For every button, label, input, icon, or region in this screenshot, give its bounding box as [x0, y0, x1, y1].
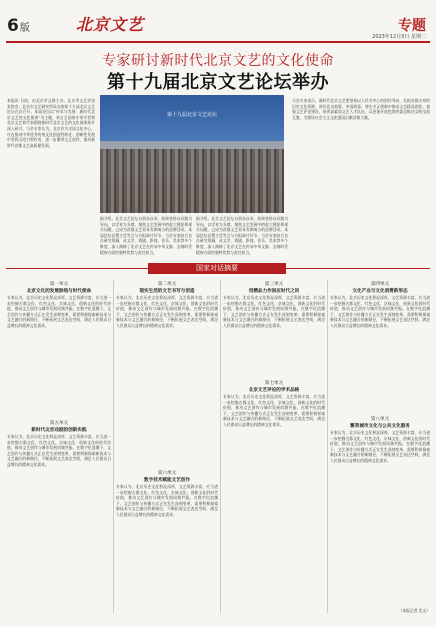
section-2-text: 专家认为，北京历史文化积淀深厚，文艺资源丰富，应当进一步挖掘古都文化、红色文化、京味文化、创新文化的时代价值，推动文艺创作与城市发展同频共振。在数字化浪潮下，文艺创作与传播方式正在发生深刻变革，需要积极探索新技术与文艺融合的新路径，不断拓展文艺表达空间，满足人民群众日益增长的精神文化需求。	[116, 295, 218, 328]
section-3-num: 第三单元	[264, 282, 284, 287]
section-banner: 国家对话摘要	[148, 263, 286, 274]
mid-column-1: 据介绍，北京文艺论坛自创办以来，始终坚持以问题为导向，以学术为支撑，聚焦文艺发展中的重大理论和现实问题，已成为首都文艺界具有影响力的品牌活动。本届论坛设置主旨发言与分组研讨环节，与会专家结合各自研究领域，从文学、戏剧、影视、音乐、美术等多个维度，深入阐释了北京文艺在传承中华文脉、弘扬时代精神方面的独特优势与责任担当。	[100, 216, 192, 255]
event-photo	[100, 95, 284, 213]
section-4-title: 文化产业与文化消费新形态	[352, 289, 408, 294]
section-1-title: 北京文化的发展脉络与时代使命	[26, 289, 92, 294]
section-1-num: 第一单元	[49, 282, 69, 287]
section-5-title: 新时代北京戏剧的创新实践	[31, 428, 87, 433]
section-8-num: 第八单元	[370, 417, 390, 422]
section-2-num: 第二单元	[157, 282, 177, 287]
section-8-title: 繁荣城市文化与公共文化服务	[350, 424, 410, 429]
section-1-text: 专家认为，北京历史文化积淀深厚，文艺资源丰富，应当进一步挖掘古都文化、红色文化、京味文化、创新文化的时代价值，推动文艺创作与城市发展同频共振。在数字化浪潮下，文艺创作与传播方式正在发生深刻变革，需要积极探索新技术与文艺融合的新路径，不断拓展文艺表达空间，满足人民群众日益增长的精神文化需求。	[7, 295, 111, 328]
mid-column-2: 据介绍，北京文艺论坛自创办以来，始终坚持以问题为导向，以学术为支撑，聚焦文艺发展中的重大理论和现实问题，已成为首都文艺界具有影响力的品牌活动。本届论坛设置主旨发言与分组研讨环节，与会专家结合各自研究领域，从文学、戏剧、影视、音乐、美术等多个维度，深入阐释了北京文艺在传承中华文脉、弘扬时代精神方面的独特优势与责任担当。	[196, 216, 288, 255]
section-5-num: 第五单元	[49, 421, 69, 426]
section-name: 专题	[398, 18, 426, 34]
section-6-text: 专家认为，北京历史文化积淀深厚，文艺资源丰富，应当进一步挖掘古都文化、红色文化、京味文化、创新文化的时代价值，推动文艺创作与城市发展同频共振。在数字化浪潮下，文艺创作与传播方式正在发生深刻变革，需要积极探索新技术与文艺融合的新路径，不断拓展文艺表达空间，满足人民群众日益增长的精神文化需求。	[116, 484, 218, 517]
newspaper-logo: 北京文艺	[76, 15, 145, 34]
column-divider	[220, 280, 221, 613]
section-7-text: 专家认为，北京历史文化积淀深厚，文艺资源丰富，应当进一步挖掘古都文化、红色文化、京味文化、创新文化的时代价值，推动文艺创作与城市发展同频共振。在数字化浪潮下，文艺创作与传播方式正在发生深刻变革，需要积极探索新技术与文艺融合的新路径，不断拓展文艺表达空间，满足人民群众日益增长的精神文化需求。	[223, 394, 325, 427]
section-3-text: 专家认为，北京历史文化积淀深厚，文艺资源丰富，应当进一步挖掘古都文化、红色文化、京味文化、创新文化的时代价值，推动文艺创作与城市发展同频共振。在数字化浪潮下，文艺创作与传播方式正在发生深刻变革，需要积极探索新技术与文艺融合的新路径，不断拓展文艺表达空间，满足人民群众日益增长的精神文化需求。	[223, 295, 325, 328]
right-column: 与会专家表示，新时代北京文艺要坚持以人民为中心的创作导向，扎根首都丰厚的历史文化资源，讲好北京故事、中国故事。要在守正创新中推动文艺精品创作，加强文艺评论建设，培养高素质文艺人才队伍，以更加开放包容的姿态推动文明交流互鉴，为建设社会主义文化强国贡献首都力量。	[292, 98, 430, 120]
section-6-title: 数字技术赋能文艺创作	[144, 478, 190, 483]
masthead-rule	[6, 41, 430, 43]
column-divider	[327, 280, 328, 613]
section-4-num: 第四单元	[370, 282, 390, 287]
section-8-text: 专家认为，北京历史文化积淀深厚，文艺资源丰富，应当进一步挖掘古都文化、红色文化、京味文化、创新文化的时代价值，推动文艺创作与城市发展同频共振。在数字化浪潮下，文艺创作与传播方式正在发生深刻变革，需要积极探索新技术与文艺融合的新路径，不断拓展文艺表达空间，满足人民群众日益增长的精神文化需求。	[330, 430, 430, 463]
page-suffix: 版	[19, 23, 30, 34]
section-6-num: 第六单元	[157, 471, 177, 476]
stage-text: 第十九届北京文艺论坛	[166, 112, 217, 118]
audience	[100, 149, 284, 213]
headline-main: 第十九届北京文艺论坛举办	[107, 72, 329, 93]
footer-credit: （本报记者 北文）	[398, 608, 430, 613]
page-number: 6版	[7, 16, 30, 36]
photo-caption: 论坛现场	[126, 208, 142, 213]
section-7-num: 第七单元	[264, 381, 284, 386]
lead-column: 本报讯 日前，由北京市文联主办、北京市文艺评论家协会、北京市文艺研究所承办的第十九届北京文艺论坛在京召开。本届论坛以“传承与发展：新时代北京文艺的文化使命”为主题，来自全国的专家学者和北京文艺界代表围绕新时代北京文艺的文化使命展开深入研讨。与会专家认为，北京作为全国文化中心，应在推动中华优秀传统文化创造性转化、创新性发展中发挥示范引领作用，进一步繁荣文艺创作，推动新时代首都文艺高质量发展。	[7, 98, 95, 148]
stage-backdrop	[100, 95, 284, 141]
section-4-text: 专家认为，北京历史文化积淀深厚，文艺资源丰富，应当进一步挖掘古都文化、红色文化、京味文化、创新文化的时代价值，推动文艺创作与城市发展同频共振。在数字化浪潮下，文艺创作与传播方式正在发生深刻变革，需要积极探索新技术与文艺融合的新路径，不断拓展文艺表达空间，满足人民群众日益增长的精神文化需求。	[330, 295, 430, 328]
section-7-title: 北京文艺评论的学术品格	[248, 388, 300, 393]
section-5-text: 专家认为，北京历史文化积淀深厚，文艺资源丰富，应当进一步挖掘古都文化、红色文化、京味文化、创新文化的时代价值，推动文艺创作与城市发展同频共振。在数字化浪潮下，文艺创作与传播方式正在发生深刻变革，需要积极探索新技术与文艺融合的新路径，不断拓展文艺表达空间，满足人民群众日益增长的精神文化需求。	[7, 434, 111, 467]
section-2-title: 现实生活的文艺书写与创造	[139, 289, 195, 294]
column-divider	[113, 280, 114, 613]
dateline: 2023年12月5日 星期二	[372, 34, 426, 40]
section-3-title: 用精品力作回应时代之问	[248, 289, 300, 294]
headline-kicker: 专家研讨新时代北京文艺的文化使命	[102, 53, 334, 69]
